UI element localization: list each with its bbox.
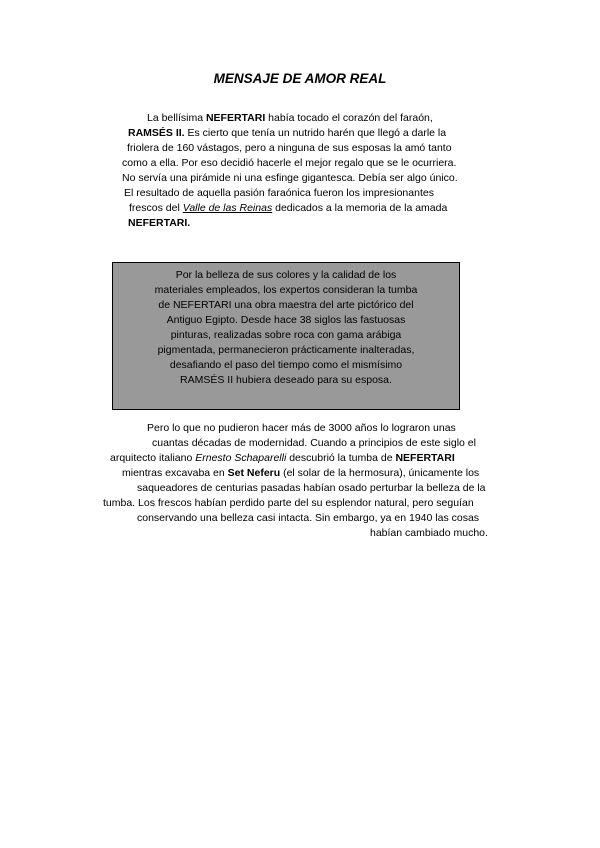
box-line: de NEFERTARI una obra maestra del arte pictórico del — [158, 299, 414, 311]
paragraph-line: El resultado de aquella pasión faraónica fueron los impresionantes — [124, 187, 434, 199]
text-run: descubrió la tumba de — [286, 452, 396, 464]
text-run: La bellísima — [147, 112, 206, 124]
box-line: pinturas, realizadas sobre roca con gama arábiga — [170, 329, 402, 341]
paragraph-line: Pero lo que no pudieron hacer más de 3000 años lo lograron unas — [147, 422, 456, 434]
text-run: había tocado el corazón del faraón, — [265, 112, 433, 124]
text-run: frescos del — [129, 202, 183, 214]
italic-name: Ernesto Schaparelli — [195, 452, 287, 464]
paragraph-line: cuantas décadas de modernidad. Cuando a principios de este siglo el — [152, 437, 476, 449]
box-line: Antiguo Egipto. Desde hace 38 siglos las fastuosas — [166, 314, 406, 326]
text-run: arquitecto italiano — [110, 452, 196, 464]
paragraph-line: friolera de 160 vástagos, pero a ninguna de sus esposas la amó tanto — [127, 142, 452, 154]
paragraph-line: como a ella. Por eso decidió hacerle el mejor regalo que se le ocurriera. — [122, 157, 457, 169]
bold-name: NEFERTARI — [395, 452, 455, 464]
paragraph-line: saqueadores de centurias pasadas habían osado perturbar la belleza de la — [137, 482, 486, 494]
paragraph-line — [122, 466, 479, 480]
box-line: pigmentada, permanecieron prácticamente inalteradas, — [157, 344, 415, 356]
box-line: materiales empleados, los expertos consideran la tumba — [154, 284, 418, 296]
paragraph-line — [129, 201, 447, 215]
text-run: Es cierto que tenía un nutrido harén que llegó a darle la — [184, 127, 447, 139]
text-run: (el solar de la hermosura), únicamente los — [280, 467, 480, 479]
bold-name: Set Neferu — [227, 467, 281, 479]
bold-name: RAMSÉS II. — [128, 127, 185, 139]
box-line: RAMSÉS II hubiera deseado para su esposa. — [180, 374, 392, 386]
text-run: dedicados a la memoria de la amada — [272, 202, 448, 214]
paragraph-line — [147, 111, 433, 125]
paragraph-line: No servía una pirámide ni una esfinge gigantesca. Debía ser algo único. — [122, 172, 458, 184]
highlight-box — [112, 262, 460, 410]
paragraph-line: habían cambiado mucho. — [370, 527, 488, 539]
paragraph-line — [110, 451, 455, 465]
bold-name: NEFERTARI — [205, 112, 266, 124]
paragraph-line — [128, 126, 446, 140]
paragraph-line: tumba. Los frescos habían perdido parte del su esplendor natural, pero seguían — [103, 497, 474, 509]
box-line: desafiando el paso del tiempo como el mismísimo — [169, 359, 403, 371]
paragraph-line: NEFERTARI. — [128, 217, 191, 229]
page-title: MENSAJE DE AMOR REAL — [213, 71, 387, 86]
box-line: Por la belleza de sus colores y la calidad de los — [175, 269, 397, 281]
valle-link[interactable]: Valle de las Reinas — [182, 202, 273, 214]
paragraph-line: conservando una belleza casi intacta. Sin embargo, ya en 1940 las cosas — [137, 512, 480, 524]
text-run: mientras excavaba en — [122, 467, 228, 479]
